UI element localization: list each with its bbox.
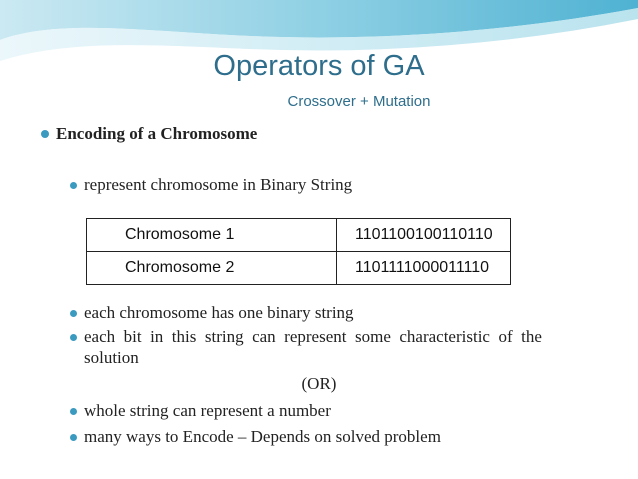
or-separator: (OR)	[301, 374, 337, 393]
chromosome-table	[86, 218, 511, 285]
bullet-icon	[70, 334, 77, 341]
table-cell-name: Chromosome 2	[87, 252, 337, 285]
table-cell-name: Chromosome 1	[87, 219, 337, 252]
slide-subtitle: Crossover + Mutation	[287, 93, 431, 110]
table-row	[87, 252, 511, 285]
bullet-icon	[70, 408, 77, 415]
bullet-icon	[41, 130, 49, 138]
point-text: each chromosome has one binary string	[84, 303, 354, 322]
point-text: each bit in this string can represent some characteristic of the	[84, 327, 542, 346]
table-cell-value: 1101111000011110	[337, 252, 511, 285]
bullet-icon	[70, 182, 77, 189]
point-text: whole string can represent a number	[84, 401, 331, 420]
bullet-icon	[70, 310, 77, 317]
point-text: many ways to Encode – Depends on solved problem	[84, 427, 441, 446]
intro-text: represent chromosome in Binary String	[84, 175, 353, 194]
slide-title: Operators of GA	[213, 50, 425, 82]
point-text-continuation: solution	[84, 348, 139, 367]
table-row	[87, 219, 511, 252]
heading-encoding: Encoding of a Chromosome	[56, 124, 258, 143]
bullet-icon	[70, 434, 77, 441]
table-cell-value: 1101100100110110	[337, 219, 511, 252]
